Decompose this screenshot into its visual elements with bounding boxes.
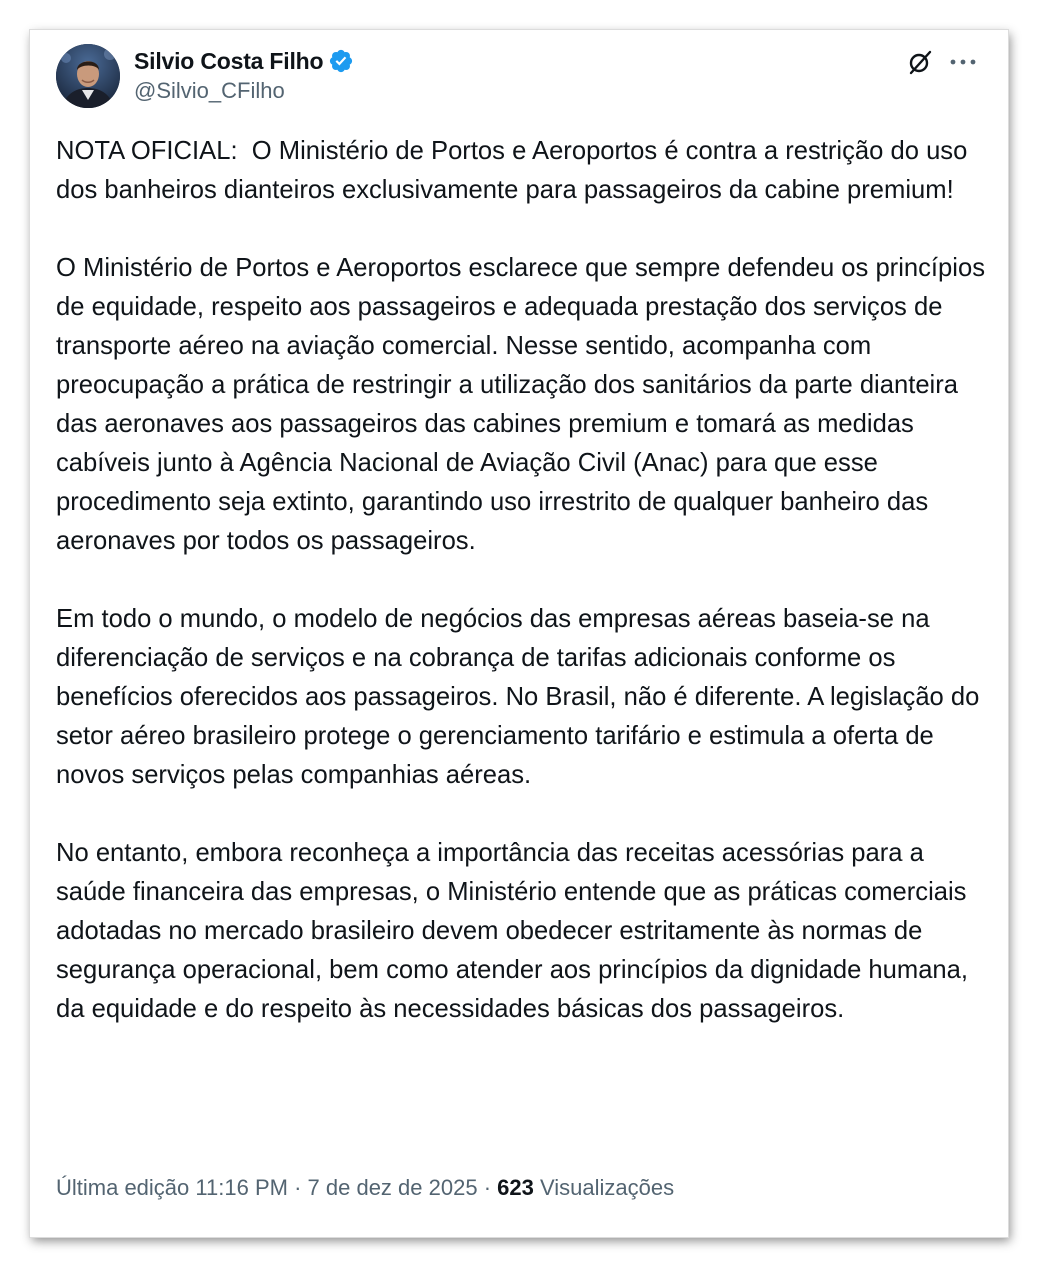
meta-separator: · <box>483 1175 492 1200</box>
post-card <box>30 30 1008 1237</box>
author-row <box>134 46 354 76</box>
author-name[interactable]: Silvio Costa Filho <box>134 47 324 74</box>
edited-label[interactable]: Última edição <box>56 1175 190 1200</box>
meta-separator: · <box>294 1175 302 1200</box>
author-handle[interactable]: @Silvio_CFilho <box>134 78 285 103</box>
avatar-photo <box>56 44 120 108</box>
post-text <box>56 132 993 1029</box>
post-paragraph-2: O Ministério de Portos e Aeroportos esclarece que sempre defendeu os princípios de equidade, respeito aos passageiros e adequada prestação dos serviços de transporte aéreo na aviação comercial. Nesse sentido, acompanha com preocupação a prática de restringir a utilização dos sanitários da parte dianteira das aeronaves aos passageiros das cabines premium e tomará as medidas cabíveis junto à Agência Nacional de Aviação Civil (Anac) para que esse procedimento seja extinto, garantindo uso irrestrito de qualquer banheiro das aeronaves por todos os passageiros. <box>56 254 993 555</box>
avatar[interactable] <box>56 44 120 108</box>
post-date[interactable]: 7 de dez de 2025 <box>307 1175 478 1200</box>
post-paragraph-1: NOTA OFICIAL: O Ministério de Portos e Aeroportos é contra a restrição do uso dos banheiros dianteiros exclusivamente para passageiros da cabine premium! <box>56 137 975 204</box>
post-paragraph-3: Em todo o mundo, o modelo de negócios das empresas aéreas baseia-se na diferenciação de serviços e na cobrança de tarifas adicionais conforme os benefícios oferecidos aos passageiros. No Brasil, não é diferente. A legislação do setor aéreo brasileiro protege o gerenciamento tarifário e estimula a oferta de novos serviços pelas companhias aéreas. <box>56 605 987 789</box>
post-metadata <box>56 1175 674 1201</box>
views-label: Visualizações <box>540 1175 675 1200</box>
more-options-icon[interactable] <box>946 46 980 78</box>
post-paragraph-4: No entanto, embora reconheça a importância das receitas acessórias para a saúde financeira das empresas, o Ministério entende que as práticas comerciais adotadas no mercado brasileiro devem obedecer estritamente às normas de segurança operacional, bem como atender aos princípios da dignidade humana, da equidade e do respeito às necessidades básicas dos passageiros. <box>56 839 976 1023</box>
verified-badge-icon[interactable] <box>328 48 354 74</box>
grok-icon[interactable] <box>904 46 936 78</box>
post-time[interactable]: 11:16 PM <box>195 1175 288 1200</box>
views-count: 623 <box>497 1175 534 1200</box>
